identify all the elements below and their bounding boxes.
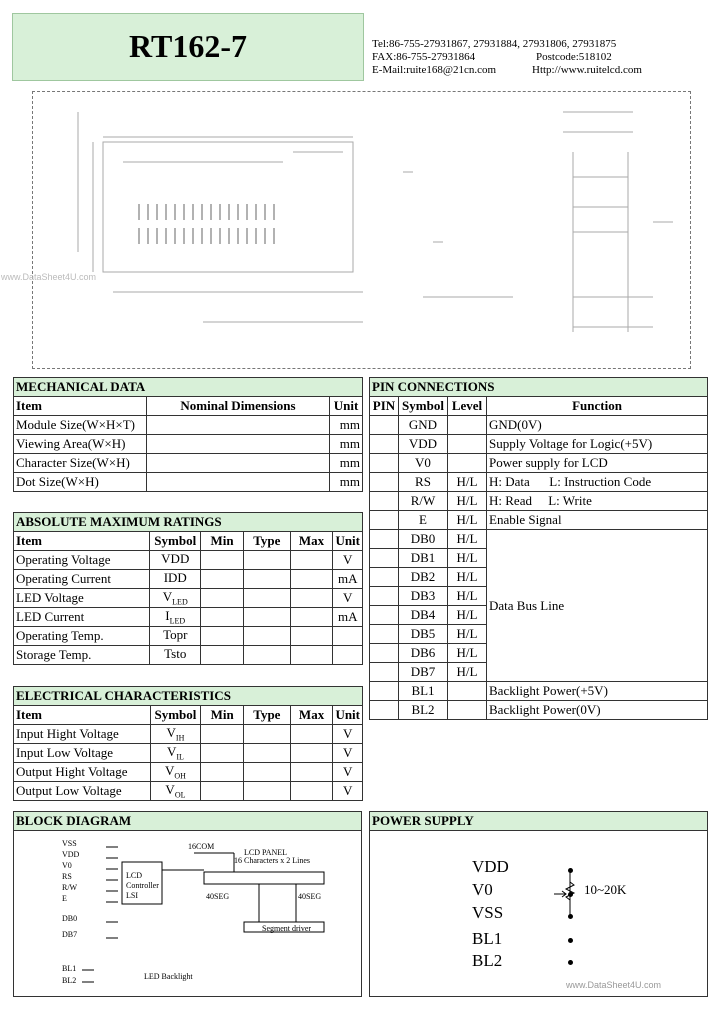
panel-label: LCD PANEL <box>244 848 288 857</box>
http-text: Http://www.ruitelcd.com <box>532 64 642 76</box>
table-row: Operating Current IDD mA <box>14 570 363 589</box>
table-row: Output Low Voltage $V_{OL}$ V <box>14 782 363 801</box>
table-row: Character Size(W×H) mm <box>14 454 363 473</box>
table-row: Output Hight Voltage $V_{OH}$ V <box>14 763 363 782</box>
table-row: DB4 H/L <box>370 606 708 625</box>
table-row: VDD Supply Voltage for Logic(+5V) <box>370 435 708 454</box>
block-area <box>13 830 362 997</box>
table-row: DB0 H/L Data Bus Line <box>370 530 708 549</box>
block-signal-vdd: VDD <box>62 850 80 859</box>
table-row: BL1 Backlight Power(+5V) <box>370 682 708 701</box>
postcode-text: Postcode:518102 <box>536 51 612 63</box>
block-diagram-panel <box>13 811 362 997</box>
table-row: Input Hight Voltage $V_{IH}$ V <box>14 725 363 744</box>
product-title: RT162-7 <box>129 28 247 64</box>
com-label: 16COM <box>188 842 215 851</box>
absolute-table: ABSOLUTE MAXIMUM RATINGS Item Symbol Min Type Max Unit Operating Voltage VDD V Operating Current IDD mA LED Voltage $V_{LED}$ V LED Current $I_{LED}$ mA Operating Temp. Topr Storage Temp. Tsto <box>13 512 363 665</box>
table-row: Viewing Area(W×H) mm <box>14 435 363 454</box>
power-title: POWER SUPPLY <box>369 811 708 831</box>
pin-title: PIN CONNECTIONS <box>370 378 708 397</box>
controller-line3: LSI <box>126 891 138 900</box>
tel-text: Tel:86-755-27931867, 27931884, 27931806, 27931875 <box>372 38 617 50</box>
table-row: Dot Size(W×H) mm <box>14 473 363 492</box>
email-text: E-Mail:ruite168@21cn.com <box>372 64 497 76</box>
driver-label: Segment driver <box>262 924 312 933</box>
power-panel <box>369 811 708 997</box>
power-label-v0: V0 <box>472 880 493 899</box>
table-row: RS H/L H: Data L: Instruction Code <box>370 473 708 492</box>
absolute-title: ABSOLUTE MAXIMUM RATINGS <box>14 513 363 532</box>
mech-col-unit: Unit <box>330 397 363 416</box>
table-row: DB6 H/L <box>370 644 708 663</box>
seg2-label: 40SEG <box>298 892 322 901</box>
table-row: BL2 Backlight Power(0V) <box>370 701 708 720</box>
fax-text: FAX:86-755-27931864 <box>372 51 476 63</box>
panel-sub-label: 16 Characters x 2 Lines <box>234 856 310 865</box>
table-row: DB2 H/L <box>370 568 708 587</box>
pin-table: PIN CONNECTIONS PIN Symbol Level Function GND GND(0V) VDD Supply Voltage for Logic(+5V) V0 Power supply for LCD RS H/L H: Data L: Instruction Code R/W H/L H: Read L: Write E H/L Enable Signal DB0 H/L Data Bus Line DB1 H/L DB2 H/L DB3 H/L DB4 H/L DB5 H/L DB6 H/L DB7 H/L BL1 Backlight Power(+5V) BL2 Backlight Power(0V) <box>369 377 708 720</box>
power-label-bl1: BL1 <box>472 929 503 948</box>
power-dot-bl1 <box>568 938 573 943</box>
table-row: Storage Temp. Tsto <box>14 646 363 665</box>
table-row: DB7 H/L <box>370 663 708 682</box>
table-row: R/W H/L H: Read L: Write <box>370 492 708 511</box>
drawing-svg <box>33 92 690 368</box>
table-row: DB5 H/L <box>370 625 708 644</box>
block-signal-db0: DB0 <box>62 914 78 923</box>
table-row: GND GND(0V) <box>370 416 708 435</box>
power-label-vdd: VDD <box>472 857 509 876</box>
block-signal-rs: RS <box>62 872 72 881</box>
watermark-bottom: www.DataSheet4U.com <box>566 980 662 990</box>
power-label-vss: VSS <box>472 903 504 922</box>
backlight-label: LED Backlight <box>144 972 193 981</box>
block-signal-v0: V0 <box>62 861 72 870</box>
table-row: Operating Voltage VDD V <box>14 551 363 570</box>
block-signal-db7: DB7 <box>62 930 78 939</box>
block-bl2: BL2 <box>62 976 77 985</box>
power-area <box>369 830 708 997</box>
table-row: Input Low Voltage $V_{IL}$ V <box>14 744 363 763</box>
mechanical-drawing <box>1 91 691 369</box>
power-dot-bl2 <box>568 960 573 965</box>
table-row: Operating Temp. Topr <box>14 627 363 646</box>
table-row: E H/L Enable Signal <box>370 511 708 530</box>
table-row: LED Current $I_{LED}$ mA <box>14 608 363 627</box>
block-signal-e: E <box>62 894 67 903</box>
table-row: LED Voltage $V_{LED}$ V <box>14 589 363 608</box>
table-row: V0 Power supply for LCD <box>370 454 708 473</box>
seg1-label: 40SEG <box>206 892 230 901</box>
watermark-top: www.DataSheet4U.com <box>1 272 97 282</box>
electrical-table: ELECTRICAL CHARACTERISTICS Item Symbol Min Type Max Unit Input Hight Voltage $V_{IH}$ V Input Low Voltage $V_{IL}$ V Output Hight Voltage $V_{OH}$ V Output Low Voltage $V_{OL}$ V <box>13 686 363 801</box>
block-signal-vss: VSS <box>62 839 77 848</box>
mech-col-item: Item <box>14 397 147 416</box>
table-row: DB3 H/L <box>370 587 708 606</box>
controller-line1: LCD <box>126 871 142 880</box>
mechanical-table <box>13 377 363 492</box>
block-bl1: BL1 <box>62 964 77 973</box>
electrical-title: ELECTRICAL CHARACTERISTICS <box>14 687 363 706</box>
table-row: DB1 H/L <box>370 549 708 568</box>
power-label-bl2: BL2 <box>472 951 503 970</box>
data-bus-cell: Data Bus Line <box>487 530 708 682</box>
block-signal-rw: R/W <box>62 883 78 892</box>
resistor-icon <box>548 872 588 922</box>
block-title: BLOCK DIAGRAM <box>13 811 362 831</box>
resistor-value: 10~20K <box>584 882 627 897</box>
mechanical-title: MECHANICAL DATA <box>14 378 363 397</box>
controller-line2: Controller <box>126 881 159 890</box>
title-box <box>12 13 364 81</box>
mech-col-dim: Nominal Dimensions <box>147 397 330 416</box>
table-row: Module Size(W×H×T) mm <box>14 416 363 435</box>
